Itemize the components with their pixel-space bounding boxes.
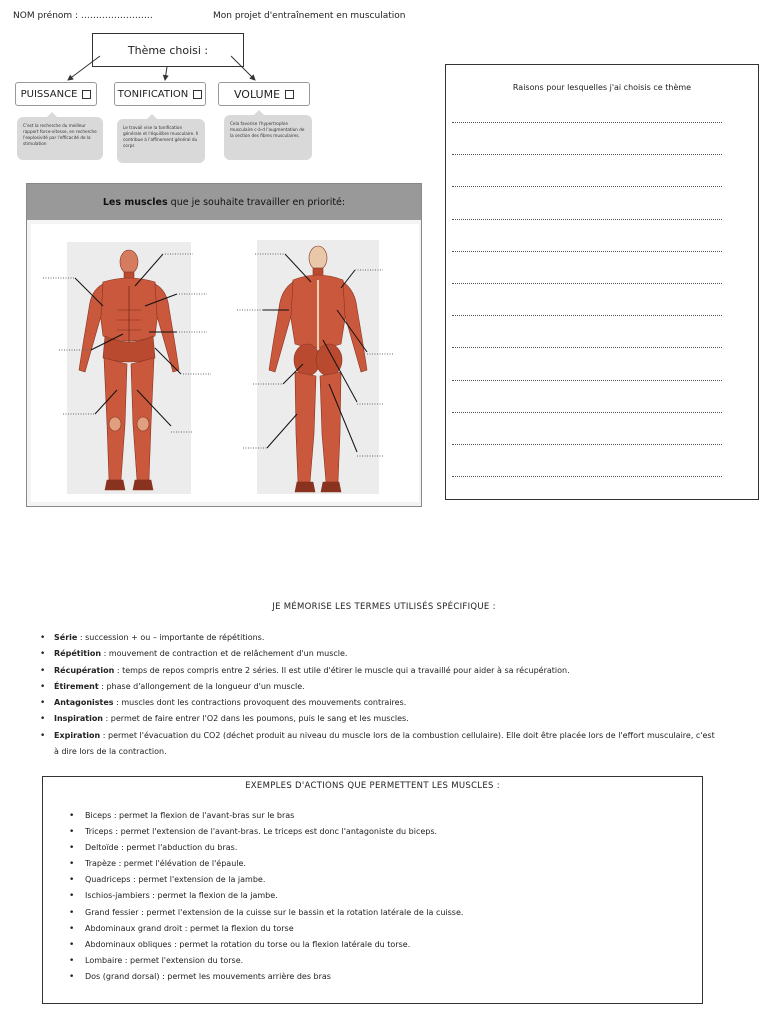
- reasons-writing-line[interactable]: [452, 251, 722, 252]
- reasons-writing-line[interactable]: [452, 154, 722, 155]
- volume-checkbox[interactable]: [285, 90, 294, 99]
- reasons-writing-line[interactable]: [452, 380, 722, 381]
- example-item: • Biceps : permet la flexion de l'avant-bras sur le bras: [69, 808, 463, 824]
- examples-list: [69, 808, 463, 985]
- choice-volume-label: VOLUME: [233, 87, 281, 101]
- memo-definition: : temps de repos compris entre 2 séries. Il est utile d'étirer le muscle qui a travaillé pour aider à sa récupération.: [114, 665, 570, 675]
- memo-term: Expiration: [54, 730, 101, 740]
- memo-item: [40, 679, 720, 695]
- memo-definition: : phase d'allongement de la longueur d'un muscle.: [98, 681, 305, 691]
- callout-puissance: C'est la recherche du meilleur rapport force-vitesse, en recherche l'explosivité par l'efficacité de la stimulation: [17, 117, 103, 160]
- reasons-writing-line[interactable]: [452, 315, 722, 316]
- project-title: Mon projet d'entraînement en musculation: [213, 11, 406, 21]
- callout-tonification: Le travail vise la tonification générale et l'équilibre musculaire. Il contribue à l'affinement général du corps: [117, 119, 205, 163]
- memo-item: [40, 695, 720, 711]
- memo-title: JE MÉMORISE LES TERMES UTILISÉS SPÉCIFIQUE :: [272, 602, 496, 612]
- reasons-writing-line[interactable]: [452, 347, 722, 348]
- theme-arrows: [0, 0, 340, 90]
- examples-box: [42, 776, 703, 1004]
- memo-item: [40, 630, 720, 646]
- choice-volume[interactable]: [218, 82, 310, 106]
- memo-definition: : permet l'évacuation du CO2 (déchet produit au niveau du muscle lors de la combustion cellulaire). Elle doit être placée lors de l'effort musculaire, c'est à dire lors de la contraction.: [54, 730, 715, 757]
- memo-term: Série: [54, 633, 78, 642]
- memo-list: [40, 630, 720, 760]
- example-item: • Trapèze : permet l'élévation de l'épaule.: [69, 856, 463, 872]
- example-item: • Quadriceps : permet l'extension de la jambe.: [69, 872, 463, 888]
- choice-puissance[interactable]: [15, 82, 97, 106]
- reasons-writing-line[interactable]: [452, 122, 722, 123]
- choice-tonification[interactable]: [114, 82, 206, 106]
- callout-volume: Cela favorise l'hypertrophie musculaire c-à-d l'augmentation de la section des fibres musculaires.: [224, 115, 312, 160]
- memo-definition: : permet de faire entrer l'O2 dans les poumons, puis le sang et les muscles.: [103, 714, 409, 724]
- memo-term: Répétition: [54, 649, 102, 659]
- muscles-figure: [26, 183, 422, 507]
- memo-item: [40, 711, 720, 727]
- example-item: • Ischios-jambiers : permet la flexion de la jambe.: [69, 888, 463, 904]
- reasons-writing-line[interactable]: [452, 412, 722, 413]
- memo-term: Inspiration: [54, 714, 104, 724]
- memo-term: Antagonistes: [54, 698, 114, 708]
- example-item: • Grand fessier : permet l'extension de la cuisse sur le bassin et la rotation latérale de la cuisse.: [69, 905, 463, 921]
- muscles-figure-title: [27, 184, 421, 220]
- memo-item: [40, 728, 720, 761]
- memo-term: Récupération: [54, 665, 115, 675]
- theme-title: Thème choisi :: [127, 43, 209, 57]
- example-item: • Dos (grand dorsal) : permet les mouvements arrière des bras: [69, 969, 463, 985]
- tonification-checkbox[interactable]: [193, 90, 202, 99]
- arrow-tonification: [165, 67, 167, 80]
- example-item: • Triceps : permet l'extension de l'avant-bras. Le triceps est donc l'antagoniste du biceps.: [69, 824, 463, 840]
- memo-item: [40, 646, 720, 662]
- muscles-title-bold: Les muscles: [102, 196, 168, 208]
- example-item: • Deltoïde : permet l'abduction du bras.: [69, 840, 463, 856]
- memo-definition: : mouvement de contraction et de relâchement d'un muscle.: [101, 649, 348, 659]
- arrow-puissance: [68, 56, 100, 80]
- memo-definition: : succession + ou – importante de répétitions.: [77, 633, 265, 642]
- muscles-title-rest: que je souhaite travailler en priorité:: [167, 196, 346, 208]
- memo-term: Étirement: [54, 681, 99, 691]
- muscles-diagram-area: [31, 224, 419, 502]
- choice-tonification-label: TONIFICATION: [117, 88, 189, 100]
- reasons-box: [445, 64, 759, 500]
- reasons-title: Raisons pour lesquelles j'ai choisis ce thème: [512, 83, 692, 92]
- arrow-volume: [231, 56, 255, 80]
- student-name-field[interactable]: NOM prénom : ……………………: [13, 11, 153, 21]
- reasons-writing-line[interactable]: [452, 444, 722, 445]
- example-item: • Abdominaux grand droit : permet la flexion du torse: [69, 921, 463, 937]
- example-item: • Abdominaux obliques : permet la rotation du torse ou la flexion latérale du torse.: [69, 937, 463, 953]
- reasons-writing-line[interactable]: [452, 283, 722, 284]
- reasons-writing-line[interactable]: [452, 186, 722, 187]
- choice-puissance-label: PUISSANCE: [20, 88, 78, 100]
- anatomy-diagram: [31, 224, 419, 502]
- examples-title: EXEMPLES D'ACTIONS QUE PERMETTENT LES MUSCLES :: [245, 781, 500, 791]
- reasons-writing-line[interactable]: [452, 476, 722, 477]
- puissance-checkbox[interactable]: [82, 90, 91, 99]
- example-item: • Lombaire : permet l'extension du torse.: [69, 953, 463, 969]
- memo-definition: : muscles dont les contractions provoquent des mouvements contraires.: [113, 698, 407, 708]
- reasons-writing-line[interactable]: [452, 219, 722, 220]
- memo-item: [40, 663, 720, 679]
